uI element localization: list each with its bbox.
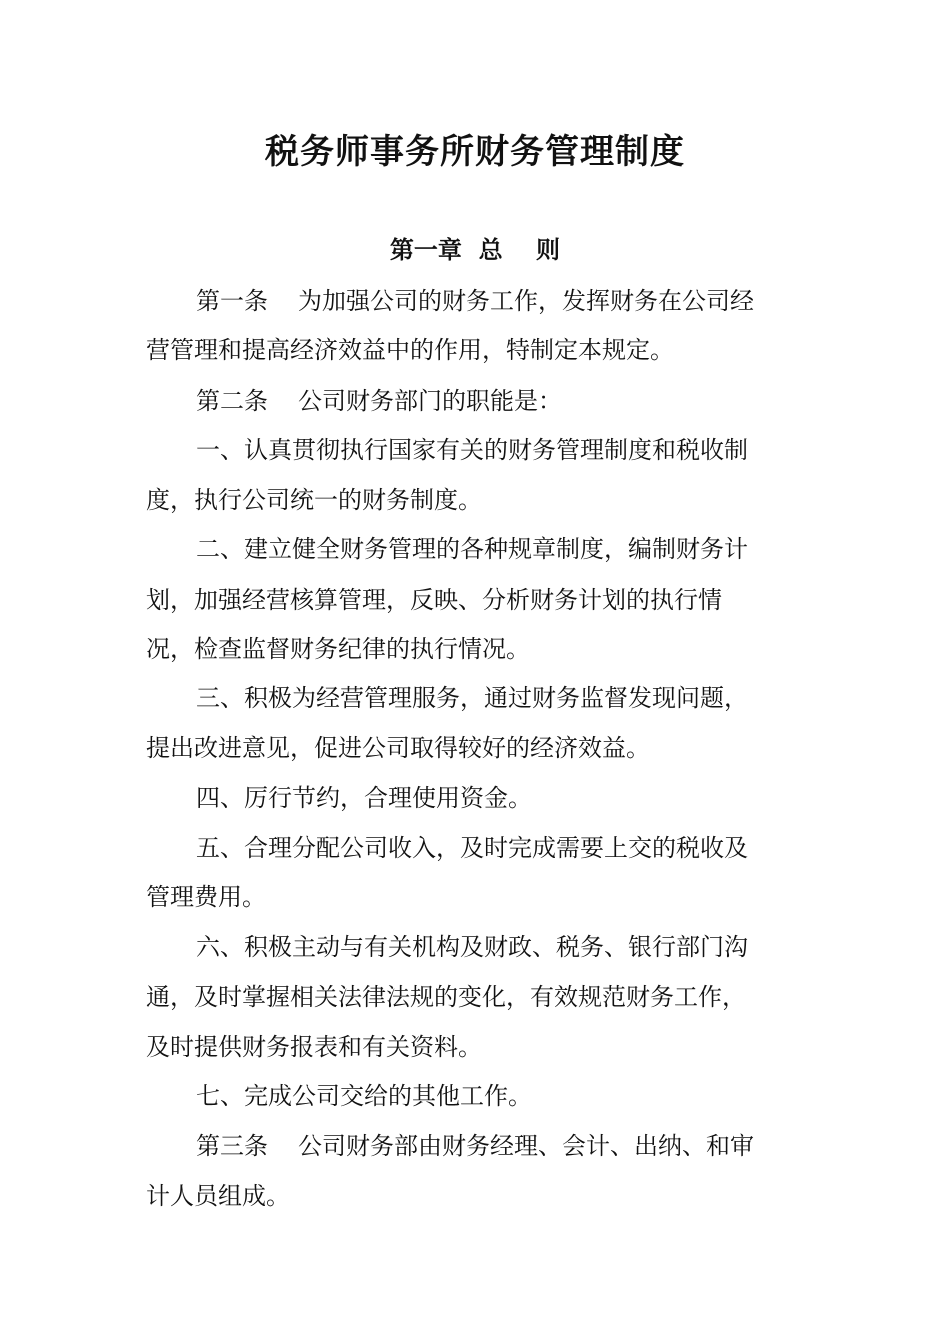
article-1-text: 为加强公司的财务工作，发挥财务在公司经 [298, 287, 754, 315]
item-3-line-1: 三、积极为经营管理服务，通过财务监督发现问题， [196, 684, 748, 712]
article-1-line-1 [196, 283, 754, 319]
article-2-label: 第二条 [196, 387, 268, 415]
item-4-line-1: 四、厉行节约，合理使用资金。 [196, 784, 532, 812]
article-3-text: 公司财务部由财务经理、会计、出纳、和审 [298, 1132, 754, 1160]
item-6-line-2: 通，及时掌握相关法律法规的变化，有效规范财务工作， [146, 983, 746, 1011]
document-title: 税务师事务所财务管理制度 [265, 132, 685, 172]
article-2-line [196, 383, 562, 419]
item-6-line-1: 六、积极主动与有关机构及财政、税务、银行部门沟 [196, 933, 748, 961]
article-2-text: 公司财务部门的职能是： [298, 387, 562, 415]
chapter-heading: 第一章 总 则 [389, 235, 561, 264]
article-1-line-2: 营管理和提高经济效益中的作用，特制定本规定。 [146, 336, 674, 364]
item-7-line-1: 七、完成公司交给的其他工作。 [196, 1082, 532, 1110]
item-2-line-3: 况，检查监督财务纪律的执行情况。 [146, 635, 530, 663]
item-5-line-1: 五、合理分配公司收入，及时完成需要上交的税收及 [196, 834, 748, 862]
article-3-line-2: 计人员组成。 [146, 1182, 290, 1210]
item-1-line-1: 一、认真贯彻执行国家有关的财务管理制度和税收制 [196, 436, 748, 464]
article-3-line-1 [196, 1128, 754, 1164]
item-2-line-2: 划，加强经营核算管理，反映、分析财务计划的执行情 [146, 586, 722, 614]
item-1-line-2: 度，执行公司统一的财务制度。 [146, 486, 482, 514]
item-3-line-2: 提出改进意见，促进公司取得较好的经济效益。 [146, 734, 650, 762]
article-3-label: 第三条 [196, 1132, 268, 1160]
item-6-line-3: 及时提供财务报表和有关资料。 [146, 1033, 482, 1061]
item-2-line-1: 二、建立健全财务管理的各种规章制度，编制财务计 [196, 535, 748, 563]
article-1-label: 第一条 [196, 287, 268, 315]
item-5-line-2: 管理费用。 [146, 883, 266, 911]
